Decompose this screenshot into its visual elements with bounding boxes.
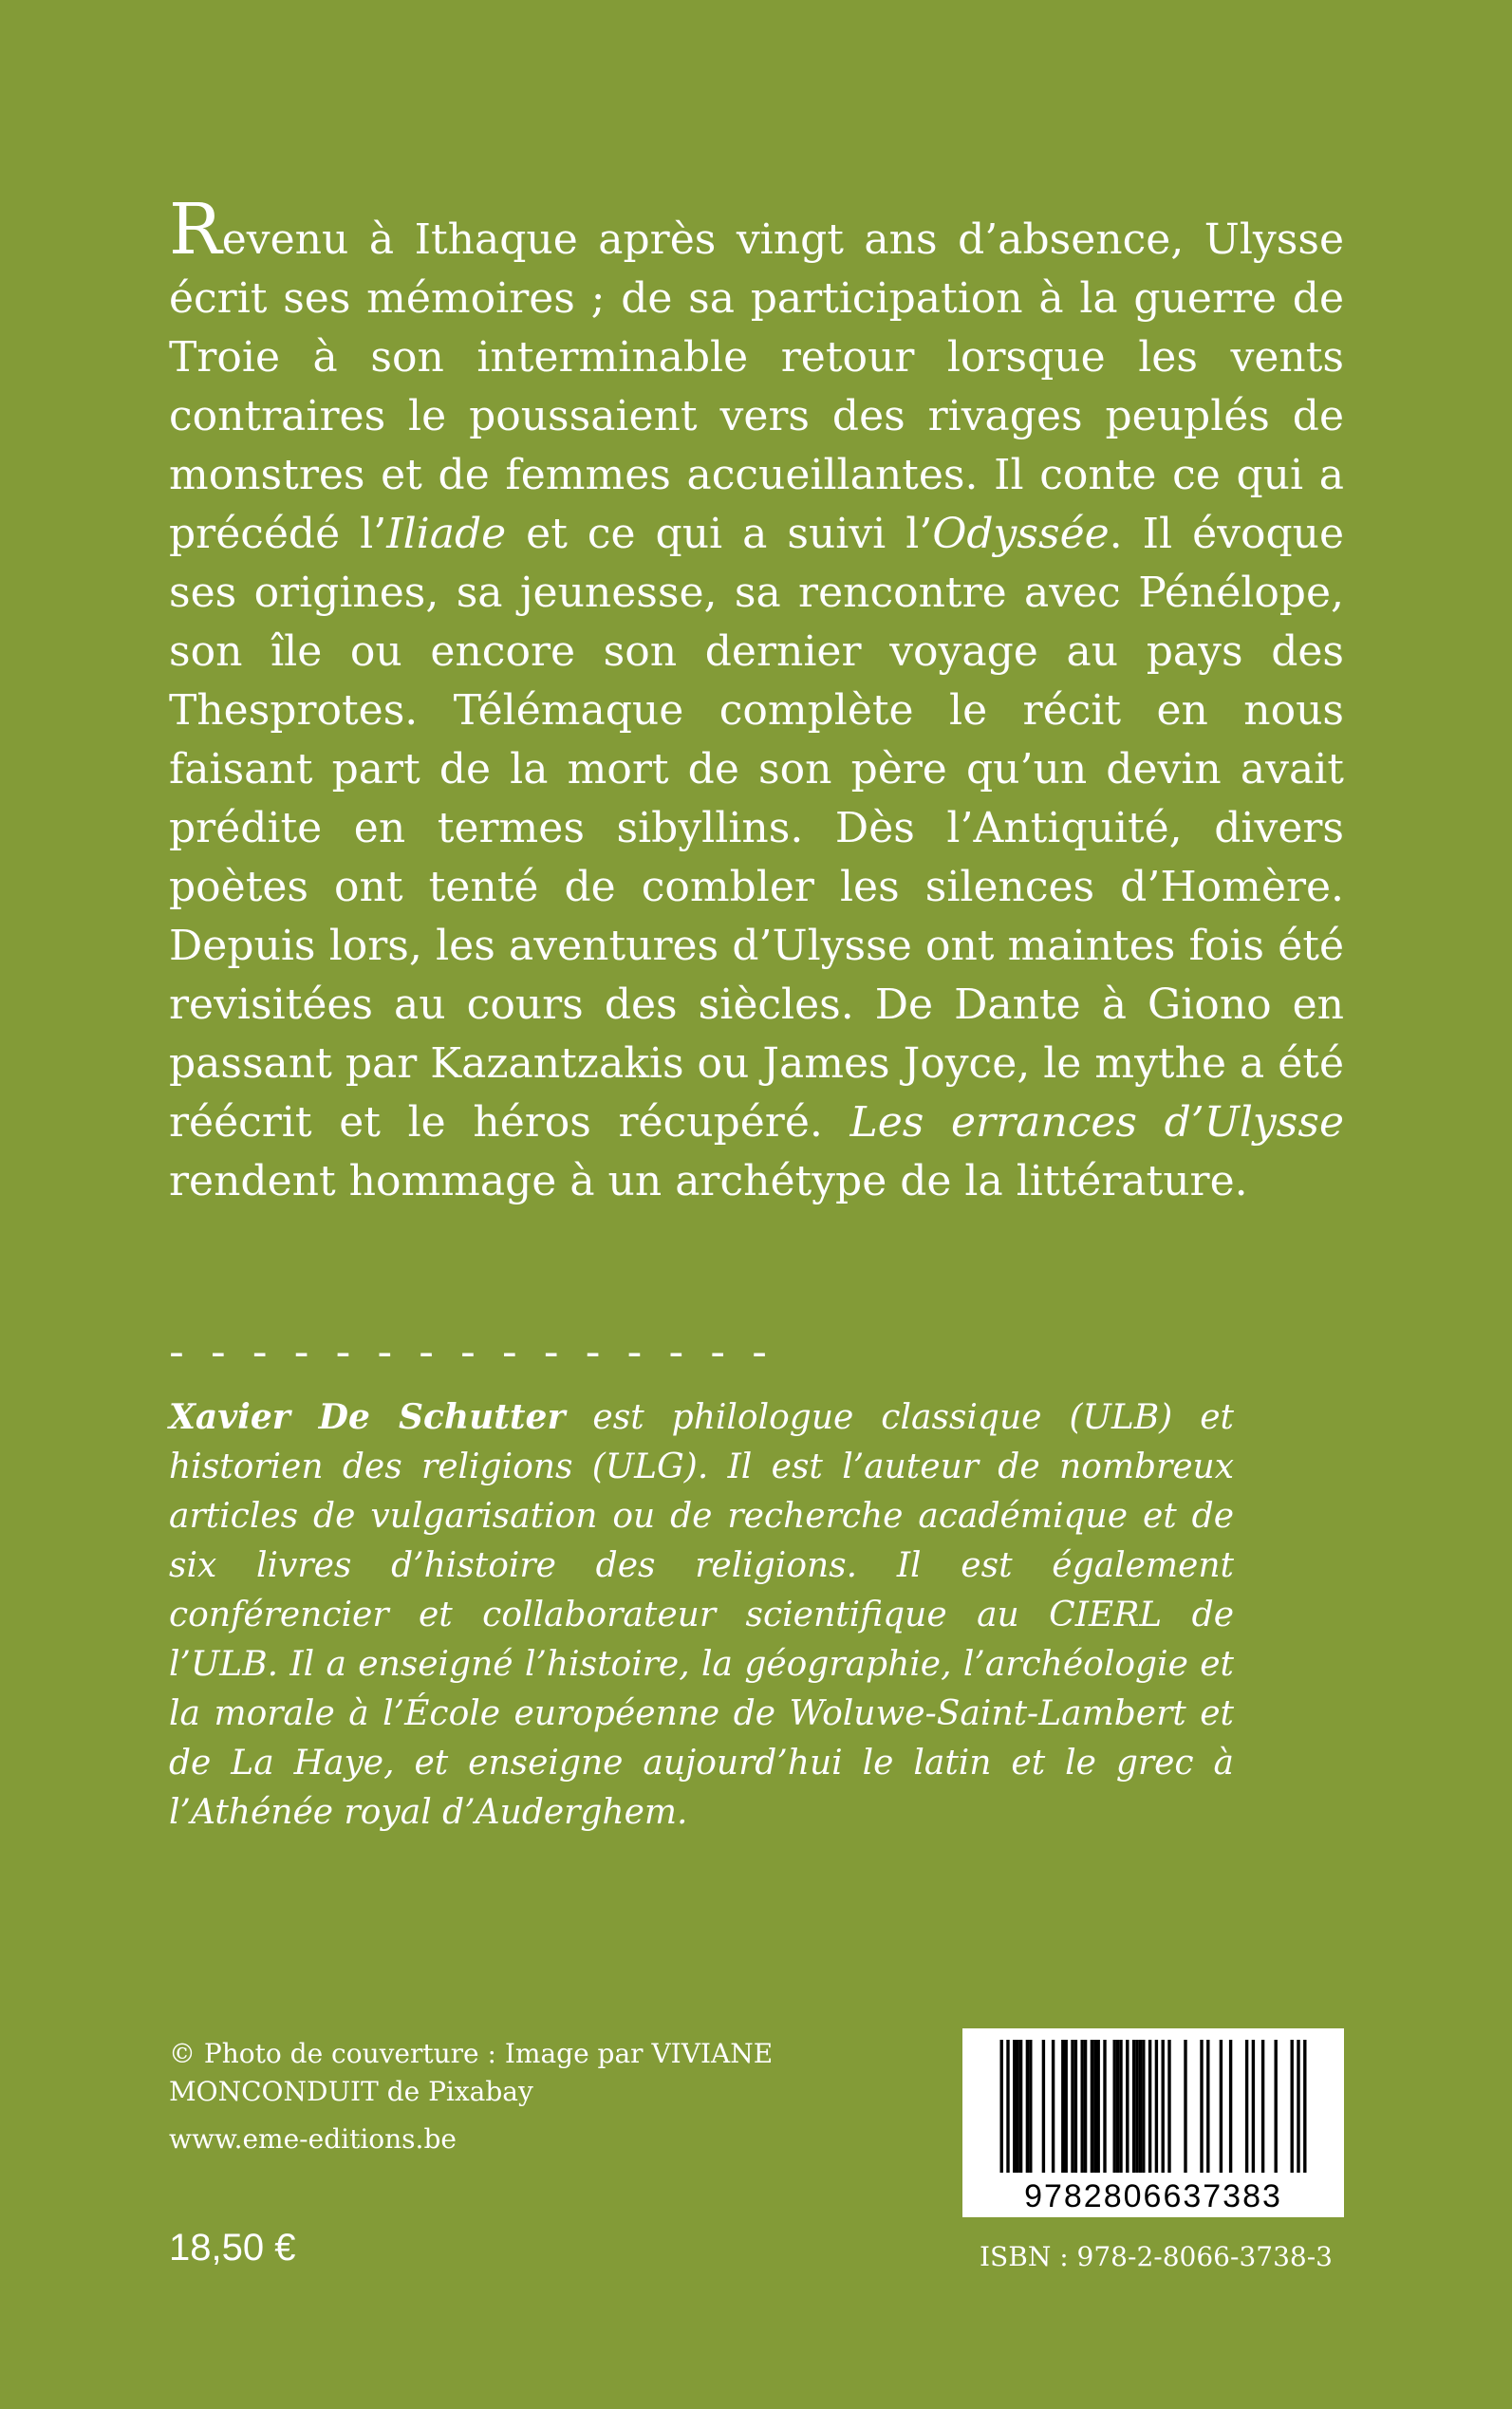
barcode-bar [1113, 2040, 1116, 2173]
author-bio-text: est philologue classique (ULB) et historien des religions (ULG). Il est l’auteur de nombreux articles de vulgarisation ou de recherche académique et de six livres d’histoire des religions. Il est également conférencier et collaborateur scientifique au CIERL de l’ULB. Il a enseigné l’histoire, la géographie, l’archéologie et la morale à l’École européenne de Woluwe-Saint-Lambert et de La Haye, et enseigne aujourd’hui le latin et le grec à l’Athénée royal d’Auderghem. [169, 1398, 1234, 1832]
blurb-text: et ce qui a suivi l’ [506, 510, 933, 558]
barcode-bar [1017, 2040, 1019, 2173]
barcode-bar [1184, 2040, 1186, 2173]
barcode-bar [1052, 2040, 1055, 2173]
barcode-bar [1252, 2040, 1255, 2173]
barcode-bar [1135, 2040, 1138, 2173]
barcode-bar [1155, 2040, 1158, 2173]
barcode [962, 2028, 1344, 2217]
blurb-text: evenu à Ithaque après vingt ans d’absence, Ulysse écrit ses mémoires ; de sa participation à la guerre de Troie à son interminable retour lorsque les vents contraires le poussaient vers des rivages peuplés de monstres et de femmes accueillantes. Il conte ce qui a précédé l’ [169, 215, 1344, 558]
barcode-bar [1148, 2040, 1151, 2173]
barcode-bar [1275, 2040, 1278, 2173]
barcode-bar [1026, 2040, 1029, 2173]
isbn: ISBN : 978-2-8066-3738-3 [980, 2241, 1333, 2272]
barcode-bar [1167, 2040, 1170, 2173]
drop-cap: R [169, 189, 222, 271]
barcode-bar [1245, 2040, 1248, 2173]
barcode-bar [1116, 2040, 1119, 2173]
barcode-bar [1071, 2040, 1073, 2173]
barcode-bar [1093, 2040, 1096, 2173]
barcode-bar [1119, 2040, 1122, 2173]
barcode-bar [1103, 2040, 1106, 2173]
barcode-bar [1081, 2040, 1084, 2173]
barcode-bar [1013, 2040, 1016, 2173]
barcode-bar [1303, 2040, 1306, 2173]
barcode-bar [1142, 2040, 1145, 2173]
barcode-bar [1200, 2040, 1203, 2173]
blurb-title-odyssee: Odyssée [932, 510, 1110, 558]
barcode-bar [1139, 2040, 1142, 2173]
barcode-bar [1065, 2040, 1068, 2173]
barcode-bar [1220, 2040, 1223, 2173]
barcode-bar [1074, 2040, 1077, 2173]
barcode-bar [1084, 2040, 1087, 2173]
barcode-bar [1206, 2040, 1209, 2173]
barcode-graphic [962, 2028, 1344, 2217]
blurb-text: rendent hommage à un archétype de la littérature. [169, 1157, 1248, 1205]
barcode-bar [1006, 2040, 1009, 2173]
barcode-bar [1126, 2040, 1129, 2173]
price: 18,50 € [169, 2227, 296, 2269]
barcode-bar [1261, 2040, 1264, 2173]
barcode-bar [1291, 2040, 1294, 2173]
barcode-bar [1297, 2040, 1299, 2173]
barcode-bar [1000, 2040, 1003, 2173]
barcode-bar [1019, 2040, 1022, 2173]
barcode-bar [1229, 2040, 1232, 2173]
back-cover-blurb [169, 189, 1345, 1211]
blurb-text: . Il évoque ses origines, sa jeunesse, sa rencontre avec Pénélope, son île ou encore son dernier voyage au pays des Thesprotes. Télémaque complète le récit en nous faisant part de la mort de son père qu’un devin avait prédite en termes sibyllins. Dès l’Antiquité, divers poètes ont tenté de combler les silences d’Homère. Depuis lors, les aventures d’Ulysse ont maintes fois été revisitées au cours des siècles. De Dante à Giono en passant par Kazantzakis ou James Joyce, le mythe a été réécrit et le héros récupéré. [169, 510, 1345, 1147]
dashed-divider: - - - - - - - - - - - - - - - [169, 1328, 774, 1376]
blurb-title-iliade: Iliade [386, 510, 507, 558]
publisher-website: www.eme-editions.be [169, 2123, 457, 2155]
barcode-bar [1042, 2040, 1045, 2173]
barcode-bar [1097, 2040, 1100, 2173]
barcode-bar [1132, 2040, 1135, 2173]
blurb-title-book: Les errances d’Ulysse [849, 1098, 1344, 1147]
barcode-digits: 9782806637383 [1024, 2178, 1282, 2214]
author-bio [169, 1392, 1234, 1838]
barcode-bar [1162, 2040, 1165, 2173]
barcode-bar [1061, 2040, 1064, 2173]
barcode-bar [1091, 2040, 1093, 2173]
author-name: Xavier De Schutter [169, 1397, 566, 1437]
photo-credit: © Photo de couverture : Image par VIVIANE MONCONDUIT de Pixabay [169, 2038, 774, 2107]
barcode-bar [1029, 2040, 1032, 2173]
